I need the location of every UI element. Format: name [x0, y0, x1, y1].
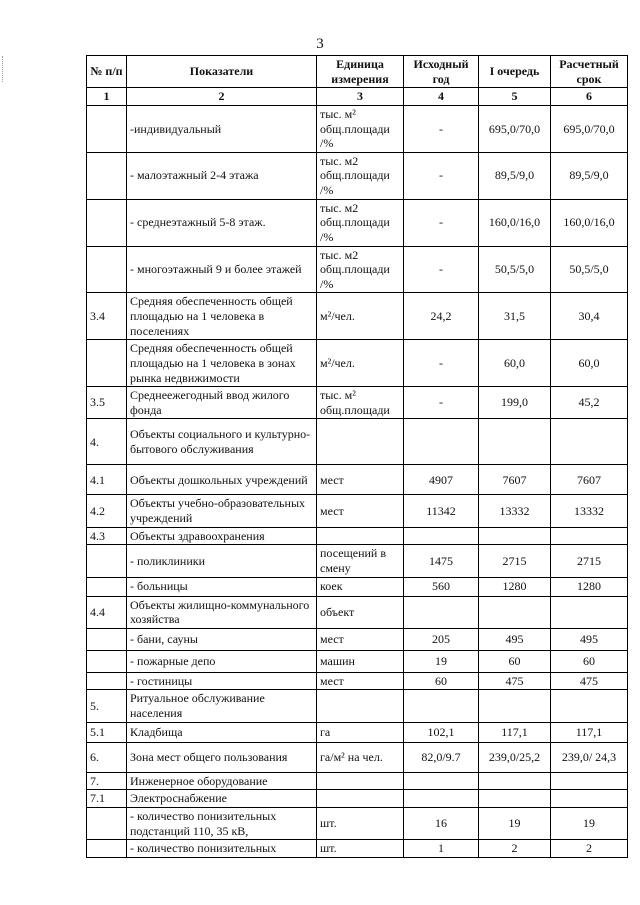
header-row [87, 56, 628, 88]
row-indicator-cell: - количество понизительных [127, 840, 317, 858]
row-indicator-cell: Зона мест общего пользования [127, 742, 317, 772]
row-indicator-cell: - малоэтажный 2-4 этажа [127, 152, 317, 199]
row-number-cell [87, 545, 127, 577]
row-first-stage-cell: 7607 [479, 465, 551, 495]
row-first-stage-cell: 160,0/16,0 [479, 199, 551, 246]
row-unit-cell: мест [317, 628, 404, 650]
row-base-year-cell: - [404, 105, 479, 152]
row-first-stage-cell [479, 596, 551, 628]
row-base-year-cell: 102,1 [404, 722, 479, 742]
row-first-stage-cell: 60,0 [479, 340, 551, 387]
index-cell: 6 [551, 88, 628, 106]
row-unit-cell: га/м² на чел. [317, 742, 404, 772]
row-indicator-cell: Кладбища [127, 722, 317, 742]
row-unit-cell [317, 690, 404, 722]
table-row [87, 152, 628, 199]
table-row [87, 772, 628, 790]
row-first-stage-cell [479, 790, 551, 808]
row-base-year-cell [404, 527, 479, 545]
row-base-year-cell: - [404, 246, 479, 293]
table-row [87, 807, 628, 839]
row-calc-period-cell: 60,0 [551, 340, 628, 387]
row-first-stage-cell [479, 419, 551, 465]
row-unit-cell: мест [317, 465, 404, 495]
header-first-stage: I очередь [479, 56, 551, 88]
row-base-year-cell: 82,0/9.7 [404, 742, 479, 772]
row-base-year-cell [404, 690, 479, 722]
row-unit-cell: тыс. м² общ.площади [317, 387, 404, 419]
table-row [87, 465, 628, 495]
row-unit-cell: объект [317, 596, 404, 628]
row-unit-cell: м²/чел. [317, 293, 404, 340]
row-indicator-cell: - поликлиники [127, 545, 317, 577]
row-number-cell [87, 577, 127, 596]
table-row [87, 690, 628, 722]
row-indicator-cell: - среднеэтажный 5-8 этаж. [127, 199, 317, 246]
row-number-cell [87, 246, 127, 293]
row-number-cell: 3.4 [87, 293, 127, 340]
table-row [87, 672, 628, 690]
row-calc-period-cell: 239,0/ 24,3 [551, 742, 628, 772]
row-unit-cell: тыс. м² общ.площади /% [317, 105, 404, 152]
row-number-cell [87, 152, 127, 199]
table-row [87, 527, 628, 545]
table-row [87, 545, 628, 577]
row-base-year-cell [404, 772, 479, 790]
row-base-year-cell: - [404, 152, 479, 199]
row-base-year-cell [404, 790, 479, 808]
row-base-year-cell: 1 [404, 840, 479, 858]
row-number-cell: 7.1 [87, 790, 127, 808]
row-base-year-cell: 1475 [404, 545, 479, 577]
row-calc-period-cell: 1280 [551, 577, 628, 596]
row-indicator-cell: Инженерное оборудование [127, 772, 317, 790]
row-number-cell [87, 807, 127, 839]
row-indicator-cell: Ритуальное обслуживание населения [127, 690, 317, 722]
row-base-year-cell: 560 [404, 577, 479, 596]
header-num: № п/п [87, 56, 127, 88]
row-indicator-cell: Среднеежегодный ввод жилого фонда [127, 387, 317, 419]
row-unit-cell [317, 772, 404, 790]
row-calc-period-cell: 50,5/5,0 [551, 246, 628, 293]
row-number-cell [87, 199, 127, 246]
table-row [87, 105, 628, 152]
row-unit-cell: мест [317, 495, 404, 527]
table-row [87, 722, 628, 742]
row-base-year-cell: 19 [404, 650, 479, 672]
row-indicator-cell: - гостиницы [127, 672, 317, 690]
row-unit-cell: м²/чел. [317, 340, 404, 387]
table-row [87, 246, 628, 293]
indicators-table [86, 55, 628, 858]
index-cell: 3 [317, 88, 404, 106]
row-first-stage-cell [479, 690, 551, 722]
row-number-cell: 3.5 [87, 387, 127, 419]
row-first-stage-cell: 13332 [479, 495, 551, 527]
row-first-stage-cell: 2715 [479, 545, 551, 577]
row-number-cell [87, 628, 127, 650]
row-indicator-cell: Электроснабжение [127, 790, 317, 808]
row-unit-cell: коек [317, 577, 404, 596]
row-calc-period-cell: 2 [551, 840, 628, 858]
row-calc-period-cell: 19 [551, 807, 628, 839]
row-base-year-cell: 205 [404, 628, 479, 650]
row-indicator-cell: - количество понизительных подстанций 110, 35 кВ, [127, 807, 317, 839]
table-row [87, 742, 628, 772]
row-calc-period-cell [551, 772, 628, 790]
row-indicator-cell: Объекты жилищно-коммунального хозяйства [127, 596, 317, 628]
row-number-cell [87, 672, 127, 690]
row-number-cell [87, 340, 127, 387]
table-row [87, 387, 628, 419]
row-indicator-cell: -индивидуальный [127, 105, 317, 152]
row-base-year-cell: - [404, 387, 479, 419]
table-row [87, 419, 628, 465]
row-number-cell [87, 650, 127, 672]
row-base-year-cell [404, 419, 479, 465]
table-row [87, 577, 628, 596]
index-cell: 4 [404, 88, 479, 106]
row-number-cell: 6. [87, 742, 127, 772]
table-row [87, 650, 628, 672]
row-indicator-cell: Объекты здравоохранения [127, 527, 317, 545]
row-number-cell: 4.4 [87, 596, 127, 628]
row-base-year-cell: 4907 [404, 465, 479, 495]
row-first-stage-cell [479, 527, 551, 545]
row-calc-period-cell [551, 690, 628, 722]
row-first-stage-cell: 60 [479, 650, 551, 672]
row-number-cell: 4. [87, 419, 127, 465]
header-indicator: Показатели [127, 56, 317, 88]
row-first-stage-cell: 117,1 [479, 722, 551, 742]
row-first-stage-cell: 695,0/70,0 [479, 105, 551, 152]
row-number-cell: 5.1 [87, 722, 127, 742]
row-first-stage-cell: 239,0/25,2 [479, 742, 551, 772]
row-number-cell: 4.2 [87, 495, 127, 527]
row-calc-period-cell: 7607 [551, 465, 628, 495]
row-first-stage-cell: 50,5/5,0 [479, 246, 551, 293]
row-calc-period-cell: 2715 [551, 545, 628, 577]
row-indicator-cell: - многоэтажный 9 и более этажей [127, 246, 317, 293]
row-unit-cell [317, 419, 404, 465]
row-number-cell [87, 840, 127, 858]
row-calc-period-cell: 13332 [551, 495, 628, 527]
row-unit-cell: мест [317, 672, 404, 690]
row-first-stage-cell: 2 [479, 840, 551, 858]
row-unit-cell [317, 790, 404, 808]
row-number-cell: 7. [87, 772, 127, 790]
row-first-stage-cell: 199,0 [479, 387, 551, 419]
row-indicator-cell: - больницы [127, 577, 317, 596]
row-unit-cell [317, 527, 404, 545]
row-first-stage-cell: 19 [479, 807, 551, 839]
row-calc-period-cell: 60 [551, 650, 628, 672]
table-row [87, 199, 628, 246]
index-cell: 2 [127, 88, 317, 106]
row-unit-cell: га [317, 722, 404, 742]
row-base-year-cell: 16 [404, 807, 479, 839]
table-row [87, 840, 628, 858]
row-calc-period-cell: 89,5/9,0 [551, 152, 628, 199]
row-base-year-cell [404, 596, 479, 628]
row-calc-period-cell: 30,4 [551, 293, 628, 340]
row-calc-period-cell: 45,2 [551, 387, 628, 419]
row-first-stage-cell [479, 772, 551, 790]
row-calc-period-cell: 160,0/16,0 [551, 199, 628, 246]
row-unit-cell: тыс. м2 общ.площади /% [317, 199, 404, 246]
table-row [87, 596, 628, 628]
row-calc-period-cell: 695,0/70,0 [551, 105, 628, 152]
row-indicator-cell: - бани, сауны [127, 628, 317, 650]
row-number-cell: 4.1 [87, 465, 127, 495]
row-base-year-cell: - [404, 340, 479, 387]
page-number: 3 [316, 36, 324, 52]
row-first-stage-cell: 1280 [479, 577, 551, 596]
row-base-year-cell: 24,2 [404, 293, 479, 340]
table-row [87, 790, 628, 808]
row-base-year-cell: - [404, 199, 479, 246]
table-row [87, 340, 628, 387]
header-base-year: Исходный год [404, 56, 479, 88]
index-row [87, 88, 628, 106]
row-calc-period-cell: 495 [551, 628, 628, 650]
row-unit-cell: машин [317, 650, 404, 672]
row-number-cell [87, 105, 127, 152]
header-calc-period: Расчетный срок [551, 56, 628, 88]
table-row [87, 293, 628, 340]
row-indicator-cell: Объекты социального и культурно-бытового обслуживания [127, 419, 317, 465]
table-body [87, 105, 628, 857]
row-number-cell: 5. [87, 690, 127, 722]
row-unit-cell: тыс. м2 общ.площади /% [317, 152, 404, 199]
row-unit-cell: шт. [317, 807, 404, 839]
row-indicator-cell: Средняя обеспеченность общей площадью на 1 человека в поселениях [127, 293, 317, 340]
row-calc-period-cell [551, 790, 628, 808]
row-calc-period-cell: 117,1 [551, 722, 628, 742]
row-calc-period-cell [551, 419, 628, 465]
index-cell: 5 [479, 88, 551, 106]
row-unit-cell: шт. [317, 840, 404, 858]
row-calc-period-cell: 475 [551, 672, 628, 690]
row-first-stage-cell: 495 [479, 628, 551, 650]
row-indicator-cell: Объекты дошкольных учреждений [127, 465, 317, 495]
row-first-stage-cell: 31,5 [479, 293, 551, 340]
row-calc-period-cell [551, 527, 628, 545]
row-base-year-cell: 60 [404, 672, 479, 690]
row-number-cell: 4.3 [87, 527, 127, 545]
row-calc-period-cell [551, 596, 628, 628]
row-unit-cell: посещений в смену [317, 545, 404, 577]
row-first-stage-cell: 89,5/9,0 [479, 152, 551, 199]
row-base-year-cell: 11342 [404, 495, 479, 527]
row-indicator-cell: Объекты учебно-образовательных учреждений [127, 495, 317, 527]
header-unit: Единица измерения [317, 56, 404, 88]
table-row [87, 495, 628, 527]
table-row [87, 628, 628, 650]
row-indicator-cell: Средняя обеспеченность общей площадью на 1 человека в зонах рынка недвижимости [127, 340, 317, 387]
margin-mark [2, 56, 5, 82]
index-cell: 1 [87, 88, 127, 106]
row-first-stage-cell: 475 [479, 672, 551, 690]
row-unit-cell: тыс. м2 общ.площади /% [317, 246, 404, 293]
row-indicator-cell: - пожарные депо [127, 650, 317, 672]
